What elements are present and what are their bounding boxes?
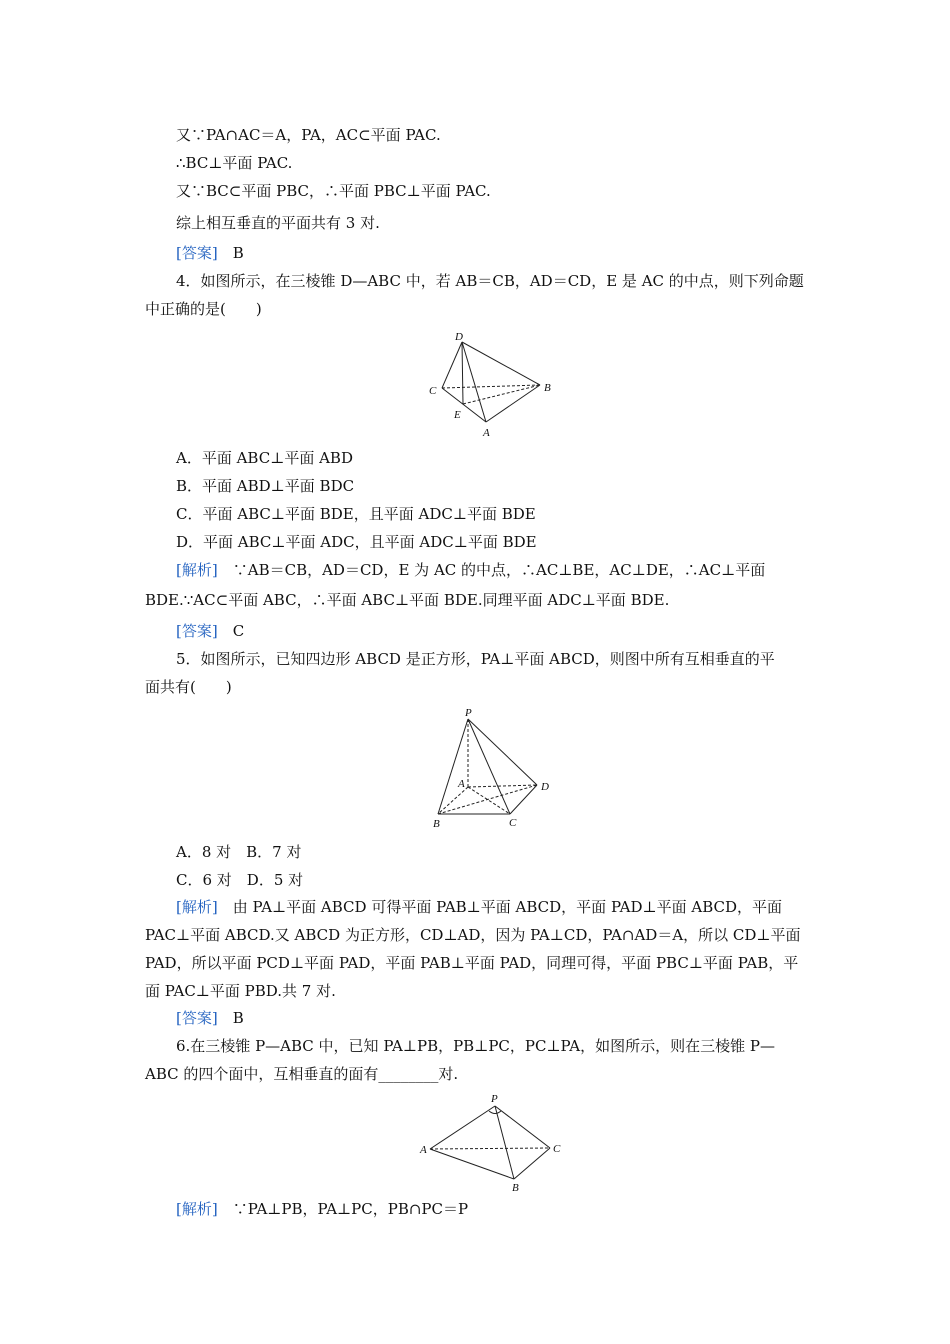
option-b: B．平面 ABD⊥平面 BDC [176, 477, 355, 495]
question-5-cont: 面共有( ) [145, 678, 232, 696]
answer-line [176, 621, 244, 641]
answer-value: B [232, 244, 244, 262]
text-line: ∴BC⊥平面 PAC. [176, 154, 293, 172]
vertex-label-c: C [553, 1143, 561, 1155]
option-c: C．平面 ABC⊥平面 BDE，且平面 ADC⊥平面 BDE [176, 505, 536, 523]
analysis-cont: PAC⊥平面 ABCD.又 ABCD 为正方形，CD⊥AD，因为 PA⊥CD，PA∩AD＝A，所以 CD⊥平面 [145, 926, 801, 944]
analysis-tag: [解析] [176, 898, 218, 916]
vertex-label-p: P [491, 1093, 498, 1105]
analysis-cont: PAD，所以平面 PCD⊥平面 PAD，平面 PAB⊥平面 PAD，同理可得，平面 PBC⊥平面 PAB，平 [145, 954, 799, 972]
question-6: 6.在三棱锥 P—ABC 中，已知 PA⊥PB，PB⊥PC，PC⊥PA，如图所示，则在三棱锥 P— [176, 1037, 775, 1055]
vertex-label-d: D [541, 781, 549, 793]
figure-tetrahedron-pabc [418, 1090, 568, 1195]
answer-tag: [答案] [176, 244, 218, 262]
vertex-label-b: B [433, 818, 440, 830]
answer-value: C [232, 622, 245, 640]
vertex-label-b: B [544, 382, 551, 394]
option-d: D．平面 ABC⊥平面 ADC，且平面 ADC⊥平面 BDE [176, 533, 537, 551]
vertex-label-a: A [458, 778, 465, 790]
vertex-label-e: E [454, 409, 461, 421]
vertex-label-b: B [512, 1182, 519, 1194]
answer-line [176, 1008, 244, 1028]
option-a: A．平面 ABC⊥平面 ABD [176, 449, 353, 467]
question-6-cont: ABC 的四个面中，互相垂直的面有________对. [145, 1065, 459, 1083]
analysis-line: [解析] ∵PA⊥PB，PA⊥PC，PB∩PC＝P [176, 1200, 469, 1218]
figure-pyramid-pabcd [425, 705, 560, 830]
analysis-tag: [解析] [176, 561, 218, 579]
text-line: 又∵PA∩AC＝A，PA，AC⊂平面 PAC. [176, 126, 441, 144]
option-line: C．6 对 D．5 对 [176, 871, 304, 889]
analysis-tag: [解析] [176, 1200, 218, 1218]
analysis-cont: 面 PAC⊥平面 PBD.共 7 对. [145, 982, 336, 1000]
vertex-label-p: P [465, 707, 472, 719]
vertex-label-c: C [509, 817, 517, 829]
analysis-line: [解析] 由 PA⊥平面 ABCD 可得平面 PAB⊥平面 ABCD，平面 PAD⊥平面 ABCD，平面 [176, 898, 783, 916]
vertex-label-a: A [420, 1144, 427, 1156]
analysis-line: [解析] ∵AB＝CB，AD＝CD，E 为 AC 的中点，∴AC⊥BE，AC⊥DE，∴AC⊥平面 [176, 561, 766, 579]
analysis-cont: BDE.∵AC⊂平面 ABC，∴平面 ABC⊥平面 BDE.同理平面 ADC⊥平面 BDE. [145, 591, 670, 609]
answer-tag: [答案] [176, 622, 218, 640]
question-4-cont: 中正确的是( ) [145, 300, 262, 318]
vertex-label-c: C [429, 385, 437, 397]
vertex-label-d: D [455, 331, 463, 343]
answer-value: B [232, 1009, 244, 1027]
answer-tag: [答案] [176, 1009, 218, 1027]
question-5: 5．如图所示，已知四边形 ABCD 是正方形，PA⊥平面 ABCD，则图中所有互相垂直的平 [176, 650, 775, 668]
answer-line [176, 243, 244, 263]
vertex-label-a: A [483, 427, 490, 439]
option-line: A．8 对 B．7 对 [176, 843, 302, 861]
text-line: 又∵BC⊂平面 PBC，∴平面 PBC⊥平面 PAC. [176, 182, 491, 200]
text-line: 综上相互垂直的平面共有 3 对. [176, 214, 380, 232]
question-4: 4．如图所示，在三棱锥 D—ABC 中，若 AB＝CB，AD＝CD，E 是 AC 的中点，则下列命题 [176, 272, 804, 290]
figure-tetrahedron-dabc [420, 330, 560, 440]
